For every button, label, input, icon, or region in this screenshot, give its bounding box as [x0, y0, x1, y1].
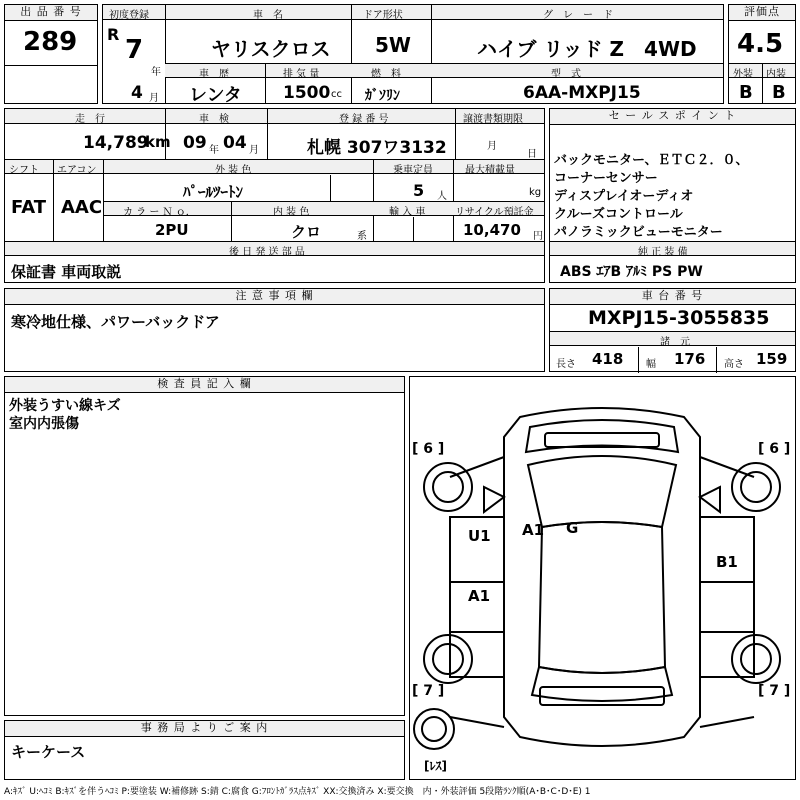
insp-month-unit: 月 — [249, 145, 259, 156]
sales-box — [549, 108, 796, 283]
sales-label: セ ー ル ス ポ イ ン ト — [550, 109, 795, 125]
era: R — [107, 25, 120, 44]
vehicle-info-box — [102, 4, 724, 104]
inspector-label: 検 査 員 記 入 欄 — [5, 377, 404, 393]
shift: FAT — [11, 197, 47, 218]
caution-label: 注 意 事 項 欄 — [5, 289, 544, 305]
height: 159 — [756, 350, 788, 368]
spec-label: 諸 元 — [660, 337, 690, 348]
damage-mark-a1-windshield: A1 — [522, 521, 545, 539]
car-diagram — [410, 377, 795, 779]
office-label: 事 務 局 よ り ご 案 内 — [5, 721, 404, 737]
year-unit: 年 — [151, 67, 161, 78]
insp-year: 09 — [183, 133, 207, 153]
ac-label: エアコン — [57, 165, 97, 176]
max-load-unit: kg — [529, 187, 542, 198]
door-type: 5W — [375, 33, 411, 57]
later-parts: 保証書 車両取説 — [11, 263, 122, 281]
genuine-label: 純 正 装 備 — [638, 247, 688, 258]
lot-number-box — [4, 4, 98, 104]
grade: ハイブ リッド Z 4WD — [477, 37, 697, 61]
later-parts-label: 後 日 発 送 部 品 — [229, 247, 305, 258]
tire-rear-left: [ 7 ] — [412, 683, 445, 699]
tire-front-left: [ 6 ] — [412, 441, 445, 457]
displacement-label: 排 気 量 — [283, 69, 320, 80]
shift-label: シフト — [9, 165, 39, 176]
car-name-label: 車 名 — [253, 10, 283, 21]
import-label: 輸 入 車 — [389, 207, 426, 218]
sales-point-3: ディスプレイオーディオ — [554, 189, 694, 204]
height-label: 高さ — [724, 359, 744, 370]
legend: A:ｷｽﾞ U:ﾍｺﾐ B:ｷｽﾞを伴うﾍｺﾐ P:要塗装 W:補修跡 S:錆 C:腐食 G:ﾌﾛﾝﾄｶﾞﾗｽ点ｷｽﾞ XX:交換済み X:要交換 内・外装評価 5段階ﾗﾝｸ順(A･B･C･D･E) 1 — [4, 787, 591, 797]
reg-number: 札幌 307ワ3132 — [307, 138, 447, 158]
color-no-label: カ ラ ー Ｎ ｏ． — [123, 207, 196, 218]
length-label: 長さ — [556, 359, 576, 370]
ext-color-label: 外 装 色 — [215, 165, 252, 176]
grade-label: グ レ ー ド — [543, 10, 613, 21]
lot-number-label: 出 品 番 号 — [5, 5, 97, 21]
caution-box — [4, 288, 545, 372]
first-reg-label: 初度登録 — [109, 10, 149, 21]
transfer-day: 日 — [527, 149, 537, 160]
transfer-month: 月 — [487, 141, 497, 152]
door-label: ドア形状 — [363, 10, 403, 21]
inspector-line-1: 外装うすい線キズ — [9, 398, 121, 414]
fuel-label: 燃 料 — [371, 69, 401, 80]
office-text: キーケース — [11, 743, 86, 761]
exterior-label: 外装 — [733, 69, 753, 80]
tire-front-right: [ 6 ] — [758, 441, 791, 457]
score: 4.5 — [737, 29, 784, 59]
mileage: 14,789 — [83, 133, 149, 153]
exterior-grade: B — [739, 82, 753, 103]
int-color-unit: 系 — [357, 231, 367, 242]
insp-year-unit: 年 — [209, 145, 219, 156]
recycle: 10,470 — [463, 221, 521, 239]
score-box — [728, 4, 796, 104]
sales-point-1: バックモニター、ＥＴＣ２．０、 — [554, 153, 749, 168]
displacement-unit: cc — [331, 89, 342, 100]
damage-mark-g: G — [566, 519, 579, 537]
month-unit: 月 — [149, 93, 159, 104]
genuine-equipment: ABS ｴｱB ｱﾙﾐ PS PW — [560, 264, 703, 280]
transfer-label: 譲渡書類期限 — [463, 114, 523, 125]
mileage-unit: km — [145, 133, 171, 151]
capacity-unit: 人 — [437, 191, 447, 202]
score-label: 評価点 — [729, 5, 795, 21]
chassis-label: 車 台 番 号 — [550, 289, 795, 305]
width: 176 — [674, 350, 706, 368]
tire-rear-right: [ 7 ] — [758, 683, 791, 699]
details-box — [4, 108, 545, 283]
max-load-label: 最大積載量 — [465, 165, 515, 176]
first-reg-month: 4 — [131, 83, 143, 103]
spare-tire: [ﾚｽ] — [424, 759, 447, 773]
insp-month: 04 — [223, 133, 247, 153]
chassis-number: MXPJ15-3055835 — [588, 307, 770, 329]
damage-mark-a1-door: A1 — [468, 587, 491, 605]
ac: AAC — [61, 197, 103, 218]
car-diagram-box — [409, 376, 796, 780]
int-color-label: 内 装 色 — [273, 207, 310, 218]
first-reg-year: 7 — [125, 35, 144, 65]
office-box — [4, 720, 405, 780]
length: 418 — [592, 350, 624, 368]
inspector-line-2: 室内内張傷 — [9, 416, 79, 432]
int-color: クロ — [291, 223, 322, 241]
history-label: 車 歴 — [199, 69, 229, 80]
interior-grade: B — [772, 82, 786, 103]
reg-label: 登 録 番 号 — [339, 114, 389, 125]
sales-point-5: パノラミックビューモニター — [554, 225, 723, 240]
fuel: ｶﾞｿﾘﾝ — [365, 88, 400, 104]
mileage-label: 走 行 — [75, 114, 105, 125]
sales-point-2: コーナーセンサー — [554, 171, 658, 186]
car-name: ヤリスクロス — [211, 37, 331, 61]
damage-mark-u1: U1 — [468, 527, 491, 545]
damage-mark-b1: B1 — [716, 553, 738, 571]
recycle-unit: 円 — [533, 231, 543, 242]
model-label: 型 式 — [551, 69, 581, 80]
interior-label: 内装 — [766, 69, 786, 80]
caution-text: 寒冷地仕様、パワーバックドア — [11, 313, 220, 331]
color-no: 2PU — [155, 221, 189, 239]
inspector-box — [4, 376, 405, 716]
recycle-label: リサイクル預託金 — [455, 207, 534, 218]
history: レンタ — [189, 85, 242, 106]
displacement: 1500 — [283, 83, 331, 103]
model: 6AA-MXPJ15 — [523, 83, 641, 103]
inspection-label: 車 検 — [199, 114, 229, 125]
ext-color: ﾊﾟｰﾙﾂｰﾄﾝ — [183, 183, 244, 201]
width-label: 幅 — [646, 359, 656, 370]
lot-number: 289 — [23, 27, 78, 57]
capacity-label: 乗車定員 — [393, 165, 433, 176]
sales-point-4: クルーズコントロール — [554, 207, 683, 222]
chassis-box — [549, 288, 796, 372]
capacity: 5 — [413, 181, 425, 200]
